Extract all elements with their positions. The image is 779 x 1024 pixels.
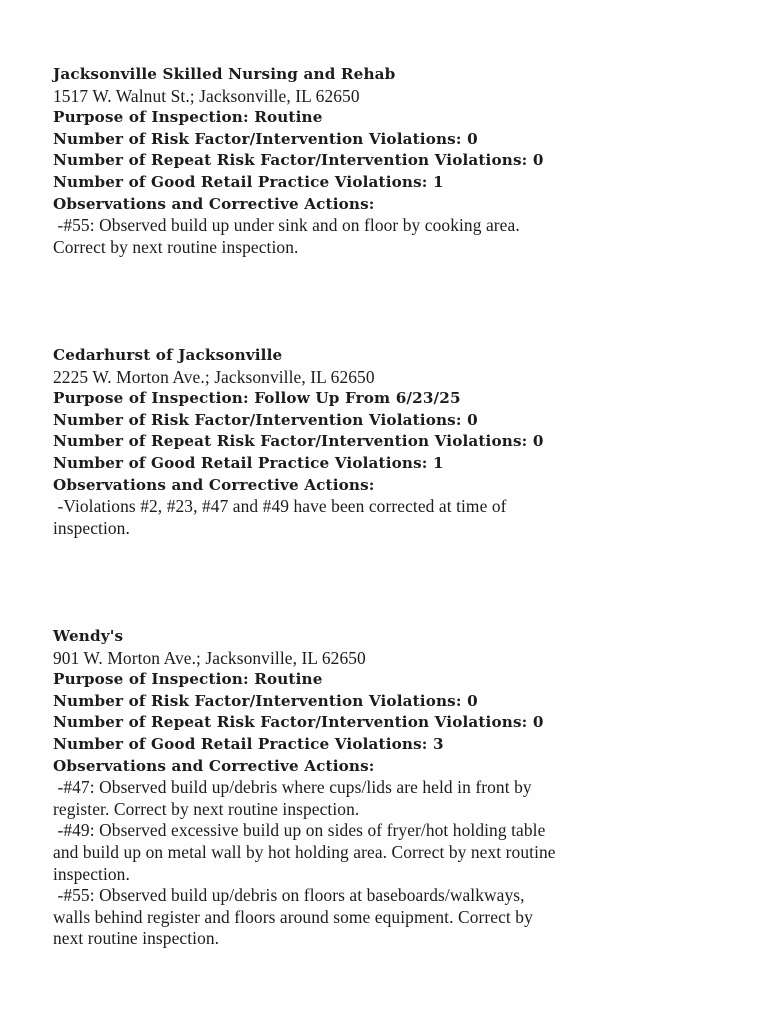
observation-line: walls behind register and floors around some equipment. Correct by <box>53 906 533 927</box>
good-retail-practice-violations: Number of Good Retail Practice Violations: 3 <box>53 734 444 753</box>
repeat-risk-factor-violations: Number of Repeat Risk Factor/Intervention Violations: 0 <box>53 432 544 451</box>
observation-line: -Violations #2, #23, #47 and #49 have been corrected at time of <box>53 496 507 517</box>
inspection-entry <box>53 64 743 258</box>
observation-line: inspection. <box>53 863 130 884</box>
establishment-name: Cedarhurst of Jacksonville <box>53 346 283 364</box>
inspection-purpose: Purpose of Inspection: Follow Up From 6/23/25 <box>53 389 461 408</box>
inspection-entry <box>53 345 743 539</box>
observation-line: -#49: Observed excessive build up on sides of fryer/hot holding table <box>53 820 546 841</box>
risk-factor-violations: Number of Risk Factor/Intervention Violations: 0 <box>53 410 478 429</box>
observation-line: register. Correct by next routine inspection. <box>53 798 360 819</box>
observation-line: -#55: Observed build up/debris on floors at baseboards/walkways, <box>53 885 525 906</box>
risk-factor-violations: Number of Risk Factor/Intervention Violations: 0 <box>53 129 478 148</box>
inspection-entry <box>53 626 743 950</box>
repeat-risk-factor-violations: Number of Repeat Risk Factor/Intervention Violations: 0 <box>53 151 544 170</box>
observation-line: and build up on metal wall by hot holding area. Correct by next routine <box>53 841 556 862</box>
establishment-address: 1517 W. Walnut St.; Jacksonville, IL 62650 <box>53 85 360 106</box>
observation-line: Correct by next routine inspection. <box>53 236 299 257</box>
establishment-address: 901 W. Morton Ave.; Jacksonville, IL 62650 <box>53 647 366 668</box>
observation-line: -#47: Observed build up/debris where cups/lids are held in front by <box>53 777 532 798</box>
inspection-purpose: Purpose of Inspection: Routine <box>53 108 323 127</box>
observation-line: -#55: Observed build up under sink and on floor by cooking area. <box>53 215 520 236</box>
good-retail-practice-violations: Number of Good Retail Practice Violations: 1 <box>53 172 444 191</box>
establishment-address: 2225 W. Morton Ave.; Jacksonville, IL 62650 <box>53 366 375 387</box>
observation-line: inspection. <box>53 517 130 538</box>
repeat-risk-factor-violations: Number of Repeat Risk Factor/Intervention Violations: 0 <box>53 713 544 732</box>
observations-heading: Observations and Corrective Actions: <box>53 475 375 494</box>
establishment-name: Wendy's <box>53 627 124 645</box>
establishment-name: Jacksonville Skilled Nursing and Rehab <box>53 65 396 83</box>
observations-heading: Observations and Corrective Actions: <box>53 756 375 775</box>
risk-factor-violations: Number of Risk Factor/Intervention Violations: 0 <box>53 691 478 710</box>
observation-line: next routine inspection. <box>53 928 220 949</box>
good-retail-practice-violations: Number of Good Retail Practice Violations: 1 <box>53 453 444 472</box>
observations-heading: Observations and Corrective Actions: <box>53 194 375 213</box>
inspection-purpose: Purpose of Inspection: Routine <box>53 670 323 689</box>
